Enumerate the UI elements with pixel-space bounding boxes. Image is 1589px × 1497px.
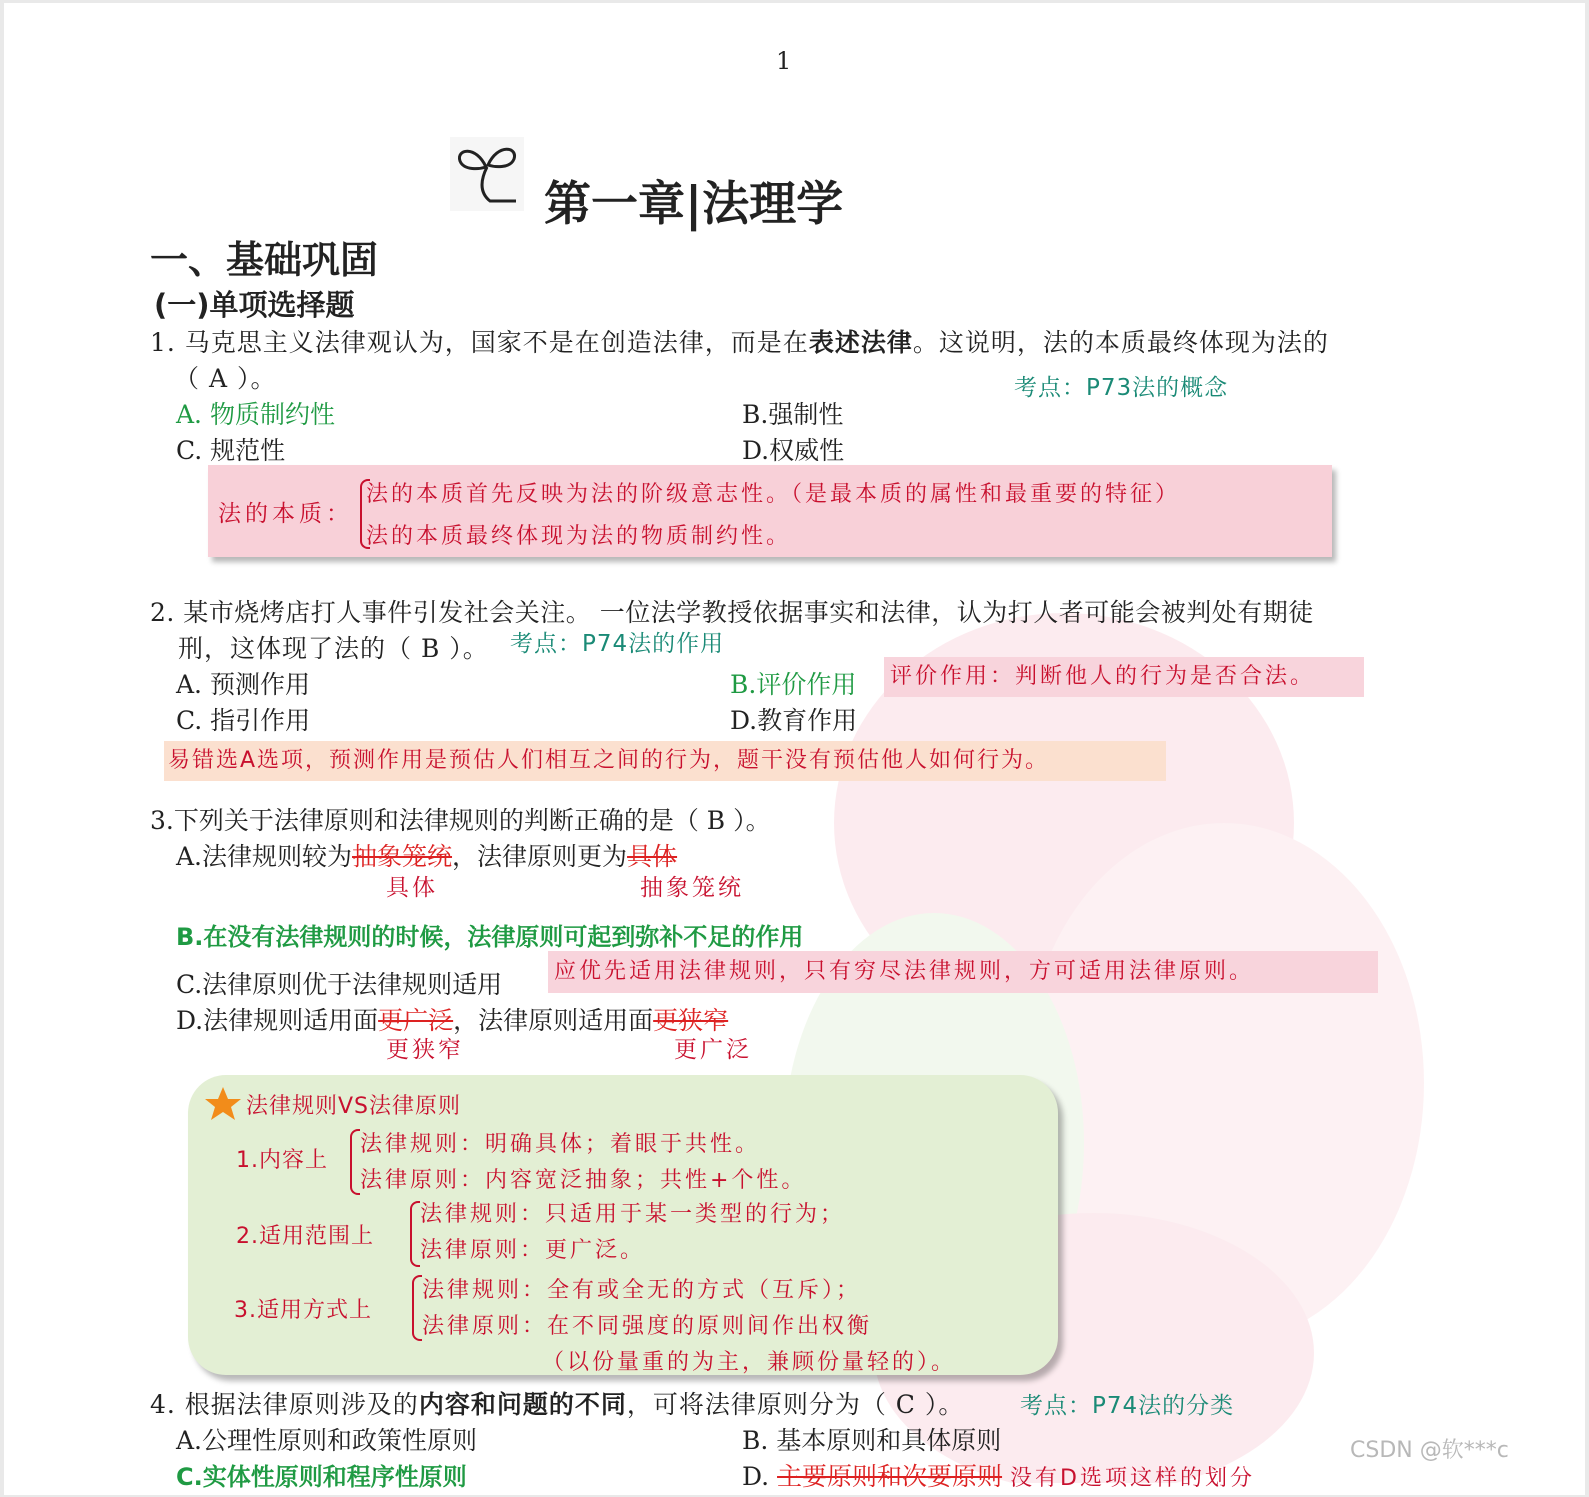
q1-option-a: A. 物质制约性 — [176, 400, 335, 429]
compare-group1-line2: 法律原则：内容宽泛抽象；共性+个性。 — [360, 1168, 807, 1193]
q3-option-d-fix1: 更狭窄 — [386, 1037, 464, 1063]
q2-option-c: C. 指引作用 — [176, 706, 311, 735]
csdn-watermark: CSDN @软***c — [1350, 1438, 1509, 1463]
q2-option-b: B.评价作用 — [730, 670, 857, 699]
q3-stem: 3.下列关于法律原则和法律规则的判断正确的是（ B ）。 — [150, 806, 771, 835]
q3-option-a: A.法律规则较为抽象笼统，法律原则更为具体 — [176, 842, 678, 871]
compare-group3-brace — [412, 1275, 422, 1341]
document-page — [4, 3, 1585, 1495]
q4-option-a: A.公理性原则和政策性原则 — [176, 1426, 478, 1455]
q2-stem-line1: 2. 某市烧烤店打人事件引发社会关注。 一位法学教授依据事实和法律，认为打人者可能会被判处有期徒 — [150, 598, 1314, 627]
subsection-title: (一)单项选择题 — [154, 288, 355, 322]
q2-tip: 易错选A选项，预测作用是预估人们相互之间的行为，题干没有预估他人如何行为。 — [164, 741, 1166, 781]
compare-group3-line1: 法律规则：全有或全无的方式（互斥）； — [422, 1278, 862, 1303]
q1-stem: 1. 马克思主义法律观认为，国家不是在创造法律，而是在表述法律。这说明，法的本质最终体现为法的 — [150, 328, 1329, 357]
q1-box-line2: 法的本质最终体现为法的物质制约性。 — [366, 524, 792, 549]
q2-stem-line2: 刑，这体现了法的（ B ）。 — [178, 634, 489, 663]
q3-option-b: B.在没有法律规则的时候，法律原则可起到弥补不足的作用 — [176, 923, 804, 951]
q4-option-b: B. 基本原则和具体原则 — [742, 1426, 1002, 1455]
q4-topic-note: 考点：P74法的分类 — [1020, 1393, 1235, 1419]
sprout-icon — [450, 137, 524, 211]
compare-group2-line2: 法律原则：更广泛。 — [420, 1238, 646, 1263]
q1-answer: （ A ）。 — [174, 364, 277, 393]
q1-option-c: C. 规范性 — [176, 436, 286, 465]
star-icon — [204, 1085, 242, 1123]
q1-option-d: D.权威性 — [742, 436, 845, 465]
q2-topic-note: 考点：P74法的作用 — [510, 631, 725, 657]
compare-group3-label: 3.适用方式上 — [234, 1298, 372, 1323]
q3-option-d: D.法律规则适用面更广泛，法律原则适用面更狭窄 — [176, 1006, 729, 1035]
q4-option-d: D. 主要原则和次要原则 没有D选项这样的划分 — [742, 1462, 1255, 1491]
q2-option-b-note: 评价作用：判断他人的行为是否合法。 — [884, 657, 1364, 697]
q1-box-line1: 法的本质首先反映为法的阶级意志性。（是最本质的属性和最重要的特征） — [366, 482, 1181, 507]
section-title: 一、基础巩固 — [150, 238, 379, 282]
compare-title: 法律规则VS法律原则 — [246, 1094, 462, 1119]
q1-option-b: B.强制性 — [742, 400, 844, 429]
q2-option-a: A. 预测作用 — [176, 670, 310, 699]
compare-group2-label: 2.适用范围上 — [236, 1224, 374, 1249]
compare-group1-line1: 法律规则：明确具体；着眼于共性。 — [360, 1132, 761, 1157]
chapter-title: 第一章|法理学 — [544, 177, 844, 232]
q3-option-c: C.法律原则优于法律规则适用 — [176, 970, 503, 999]
q4-stem: 4. 根据法律原则涉及的内容和问题的不同，可将法律原则分为（ C ）。 — [150, 1390, 965, 1419]
q3-option-d-fix2: 更广泛 — [674, 1037, 752, 1063]
q3-option-a-fix1: 具体 — [386, 875, 438, 901]
compare-group3-line2: 法律原则：在不同强度的原则间作出权衡 — [422, 1314, 873, 1339]
compare-group2-brace — [410, 1201, 420, 1267]
compare-group1-brace — [350, 1129, 360, 1195]
q3-option-a-fix2: 抽象笼统 — [640, 875, 744, 901]
page-number: 1 — [776, 47, 792, 75]
q1-topic-note: 考点：P73法的概念 — [1014, 375, 1229, 401]
q1-box-label: 法的本质： — [218, 501, 353, 527]
q2-option-d: D.教育作用 — [730, 706, 858, 735]
compare-group1-label: 1.内容上 — [236, 1148, 328, 1173]
compare-group2-line1: 法律规则：只适用于某一类型的行为； — [420, 1202, 846, 1227]
q4-option-c: C.实体性原则和程序性原则 — [176, 1463, 467, 1491]
q3-option-c-note: 应优先适用法律规则，只有穷尽法律规则，方可适用法律原则。 — [548, 951, 1378, 993]
compare-group3-line3: （以份量重的为主，兼顾份量轻的）。 — [542, 1350, 957, 1375]
